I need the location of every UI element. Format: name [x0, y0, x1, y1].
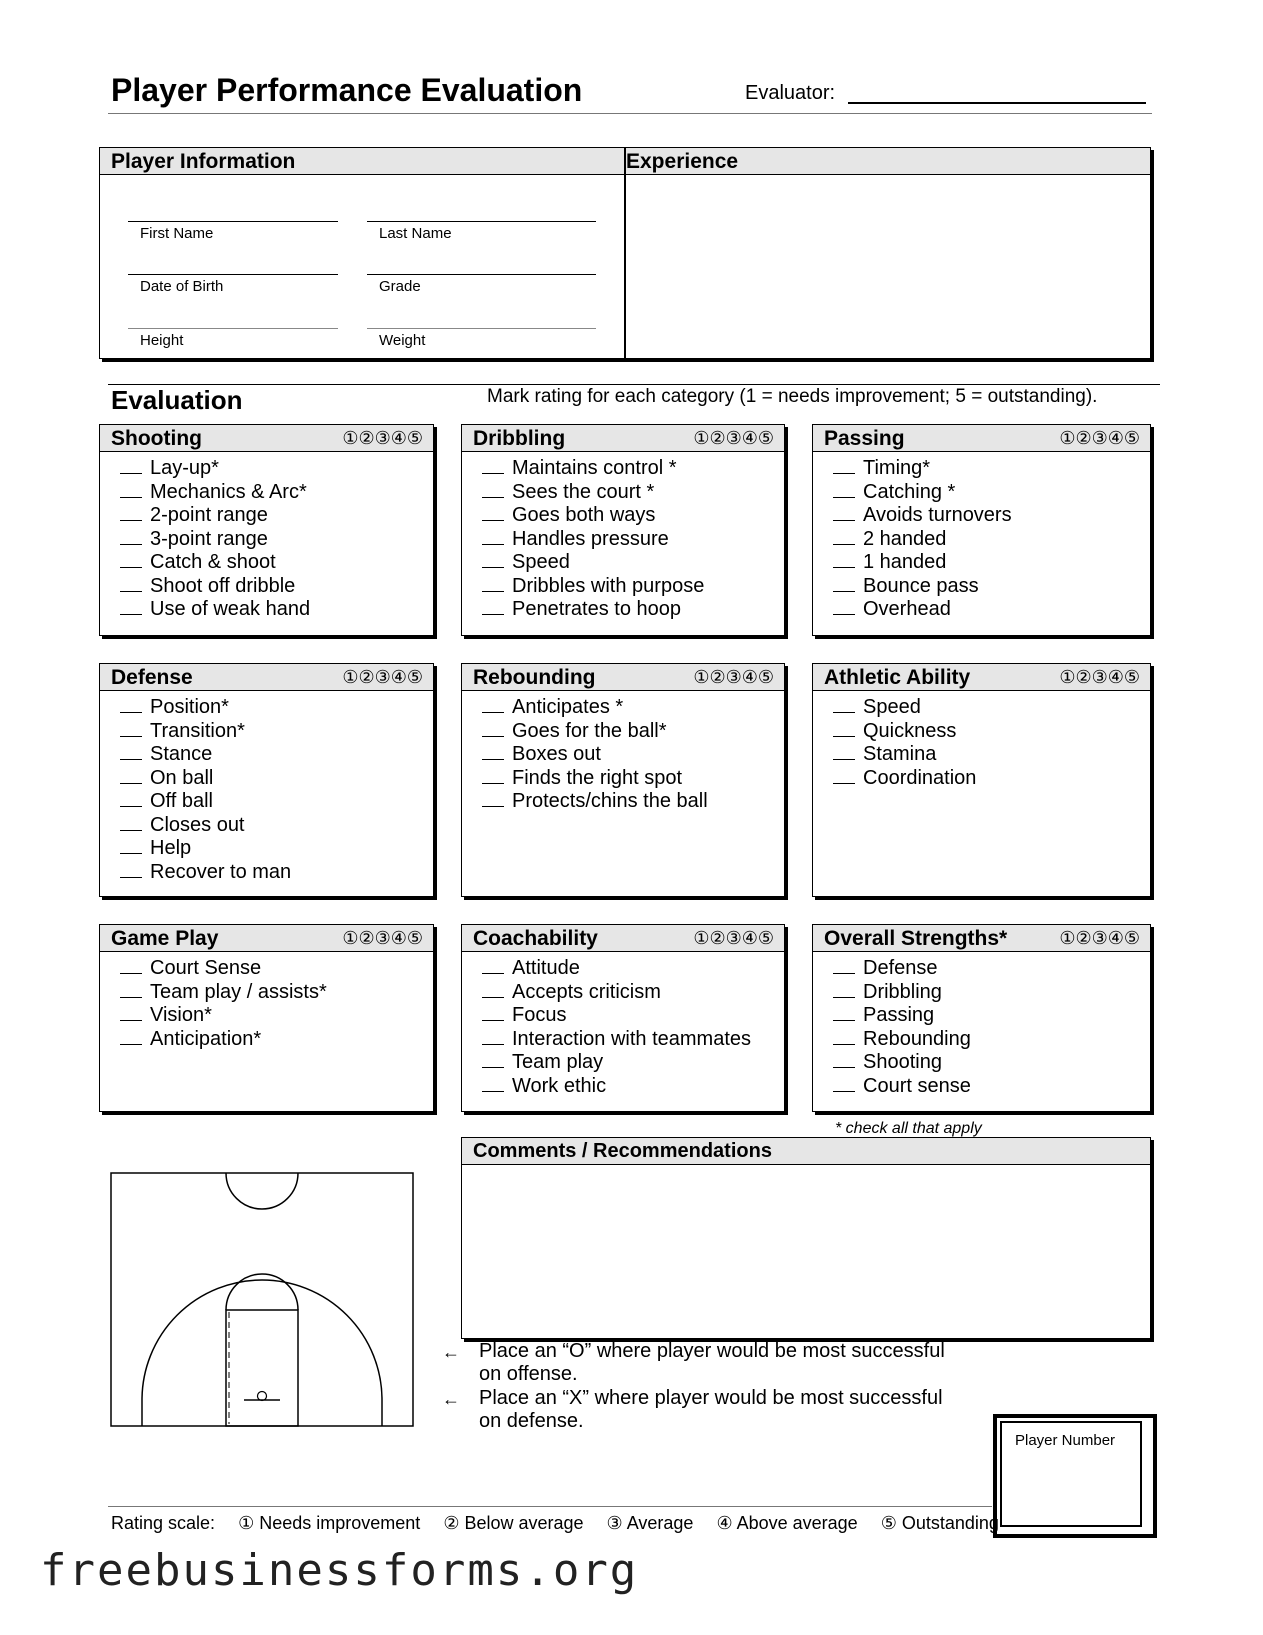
checklist-item-label: Speed: [512, 551, 570, 573]
checklist-item-label: Help: [150, 837, 192, 859]
checklist-item-label: Avoids turnovers: [863, 504, 1012, 526]
checklist-item: [833, 1028, 971, 1052]
checklist-item-label: 3-point range: [150, 527, 268, 550]
panel-divider: [624, 148, 626, 358]
checklist-item: [482, 696, 708, 720]
check-blank[interactable]: [833, 983, 855, 998]
checklist-item-label: Work ethic: [512, 1074, 607, 1097]
checklist-item-label: Dribbles with purpose: [512, 574, 705, 597]
check-blank[interactable]: [482, 483, 504, 498]
passing-items: [833, 457, 1012, 622]
shooting-title: Shooting: [111, 427, 202, 450]
check-blank[interactable]: [833, 1006, 855, 1021]
passing-header: [813, 425, 1150, 452]
check-blank[interactable]: [120, 792, 142, 807]
page-title: Player Performance Evaluation: [111, 72, 583, 108]
checklist-item: [120, 767, 291, 791]
rebounding-header: [462, 664, 784, 691]
checklist-item: [482, 1051, 751, 1075]
dribbling-box: [461, 424, 785, 636]
rating-circles[interactable]: ①②③④⑤: [1059, 667, 1140, 687]
check-blank[interactable]: [833, 722, 855, 737]
checklist-item-label: Shoot off dribble: [150, 574, 296, 597]
checklist-item-label: Sees the court *: [512, 480, 655, 503]
checklist-item-label: Dribbling: [863, 980, 942, 1003]
checklist-item-label: Stamina: [863, 743, 937, 765]
experience-title: Experience: [626, 150, 739, 173]
checklist-item: [482, 767, 708, 791]
checklist-item: [120, 861, 291, 885]
checklist-item: [833, 1051, 971, 1075]
check-blank[interactable]: [120, 983, 142, 998]
checklist-item: [833, 504, 1012, 528]
half-court-diagram[interactable]: [110, 1172, 416, 1428]
checklist-item-label: Rebounding: [863, 1027, 971, 1050]
rating-scale-item: ④ Above average: [716, 1513, 858, 1533]
athletic-header: [813, 664, 1150, 691]
rating-scale-item: ② Below average: [443, 1513, 584, 1533]
height-label: Height: [140, 332, 184, 349]
rating-scale-item: ① Needs improvement: [238, 1513, 421, 1533]
overall-strengths-box: [812, 924, 1151, 1112]
checklist-item-label: Protects/chins the ball: [512, 790, 708, 812]
check-blank[interactable]: [120, 959, 142, 974]
check-blank[interactable]: [833, 483, 855, 498]
checklist-item-label: Penetrates to hoop: [512, 598, 682, 620]
dribbling-title: Dribbling: [473, 427, 566, 450]
dribbling-items: [482, 457, 704, 622]
shooting-header: [100, 425, 433, 452]
rebounding-title: Rebounding: [473, 666, 596, 689]
arrow-left-icon: ←: [442, 1389, 460, 1409]
check-blank[interactable]: [120, 600, 142, 615]
checklist-item-label: Boxes out: [512, 743, 601, 765]
checklist-item: [120, 504, 310, 528]
checklist-item-label: Timing*: [863, 457, 931, 479]
checklist-item-label: Passing: [863, 1004, 935, 1026]
checklist-item: [833, 528, 1012, 552]
check-blank[interactable]: [482, 530, 504, 545]
checklist-item: [120, 598, 310, 622]
rating-scale-label: Rating scale:: [111, 1513, 216, 1533]
rating-circles[interactable]: ①②③④⑤: [342, 428, 423, 448]
checklist-item: [482, 504, 704, 528]
checklist-item: [120, 981, 327, 1005]
gameplay-items: [120, 957, 327, 1051]
check-blank[interactable]: [482, 1006, 504, 1021]
defense-box: [99, 663, 434, 897]
gameplay-header: [100, 925, 433, 952]
evaluator-label: Evaluator:: [745, 82, 836, 104]
athletic-title: Athletic Ability: [824, 666, 971, 689]
rating-scale-item: ③ Average: [606, 1513, 694, 1533]
checklist-item: [482, 743, 708, 767]
checklist-item: [833, 767, 976, 791]
checklist-item-label: Maintains control *: [512, 457, 677, 479]
checklist-item-label: Overhead: [863, 598, 951, 620]
checklist-item: [482, 1004, 751, 1028]
rating-scale-rule: [108, 1506, 992, 1507]
checklist-item: [833, 743, 976, 767]
check-blank[interactable]: [833, 769, 855, 784]
checklist-item-label: 2 handed: [863, 527, 947, 550]
comments-box[interactable]: [461, 1137, 1151, 1339]
check-blank[interactable]: [120, 577, 142, 592]
strengths-title: Overall Strengths*: [824, 927, 1008, 950]
checklist-item-label: Catching *: [863, 480, 956, 503]
last-name-field[interactable]: [367, 221, 596, 222]
checklist-item-label: Court Sense: [150, 957, 262, 979]
checklist-item: [120, 575, 310, 599]
coachability-header: [462, 925, 784, 952]
checklist-item: [833, 551, 1012, 575]
checklist-item: [482, 481, 704, 505]
rating-circles[interactable]: ①②③④⑤: [1059, 428, 1140, 448]
rating-scale-item: ⑤ Outstanding: [880, 1513, 999, 1533]
check-blank[interactable]: [482, 983, 504, 998]
check-blank[interactable]: [833, 530, 855, 545]
evaluation-rule: [108, 384, 1160, 385]
checklist-item-label: Finds the right spot: [512, 766, 683, 789]
checklist-item-label: Recover to man: [150, 860, 292, 883]
checklist-item-label: Speed: [863, 696, 921, 718]
checklist-item-label: Bounce pass: [863, 574, 979, 597]
checklist-item: [120, 814, 291, 838]
rebounding-box: [461, 663, 785, 897]
check-blank[interactable]: [482, 722, 504, 737]
athletic-ability-box: [812, 663, 1151, 897]
rating-scale: [111, 1513, 1017, 1534]
dob-label: Date of Birth: [140, 278, 224, 295]
player-info-panel: [99, 147, 1151, 359]
check-blank[interactable]: [120, 816, 142, 831]
checklist-item: [833, 1075, 971, 1099]
checklist-item: [482, 720, 708, 744]
checklist-item-label: Anticipation*: [150, 1027, 262, 1050]
check-blank[interactable]: [482, 698, 504, 713]
checklist-item: [120, 720, 291, 744]
coachability-box: [461, 924, 785, 1112]
checklist-item-label: Off ball: [150, 790, 213, 812]
checklist-item: [482, 457, 704, 481]
rating-circles[interactable]: ①②③④⑤: [693, 667, 774, 687]
strengths-header: [813, 925, 1150, 952]
gameplay-title: Game Play: [111, 927, 219, 950]
check-blank[interactable]: [833, 506, 855, 521]
checklist-item-label: Goes both ways: [512, 504, 656, 526]
rating-circles[interactable]: ①②③④⑤: [693, 928, 774, 948]
checklist-item-label: Focus: [512, 1004, 567, 1026]
player-number-label: Player Number: [1015, 1432, 1116, 1449]
checklist-item-label: Team play: [512, 1051, 604, 1073]
grade-field[interactable]: [367, 274, 596, 275]
check-blank[interactable]: [482, 769, 504, 784]
checklist-item: [482, 790, 708, 814]
grade-label: Grade: [379, 278, 421, 295]
check-blank[interactable]: [482, 1077, 504, 1092]
player-info-title: Player Information: [111, 150, 296, 173]
checklist-item-label: On ball: [150, 766, 214, 789]
dob-field[interactable]: [128, 274, 338, 275]
checklist-item-label: Handles pressure: [512, 527, 669, 550]
checklist-item: [833, 696, 976, 720]
check-blank[interactable]: [482, 959, 504, 974]
checklist-item-label: Accepts criticism: [512, 980, 661, 1003]
check-blank[interactable]: [120, 553, 142, 568]
check-blank[interactable]: [482, 1053, 504, 1068]
check-blank[interactable]: [120, 745, 142, 760]
checklist-item: [833, 575, 1012, 599]
check-blank[interactable]: [120, 722, 142, 737]
dribbling-header: [462, 425, 784, 452]
checklist-item: [120, 551, 310, 575]
checklist-item-label: 2-point range: [150, 504, 268, 526]
checklist-item: [120, 1028, 327, 1052]
check-blank[interactable]: [120, 483, 142, 498]
checklist-item-label: Interaction with teammates: [512, 1027, 751, 1050]
rating-circles[interactable]: ①②③④⑤: [342, 928, 423, 948]
checklist-item: [833, 457, 1012, 481]
defense-instruction: Place an “X” where player would be most successful on defense.: [479, 1387, 943, 1432]
watermark: freebusinessforms.org: [40, 1545, 639, 1596]
check-blank[interactable]: [833, 745, 855, 760]
check-blank[interactable]: [482, 459, 504, 474]
checklist-item-label: Anticipates *: [512, 696, 624, 718]
checklist-item-label: Use of weak hand: [150, 598, 311, 620]
check-blank[interactable]: [120, 530, 142, 545]
coachability-title: Coachability: [473, 927, 598, 950]
checklist-item: [120, 457, 310, 481]
checklist-item: [482, 575, 704, 599]
defense-items: [120, 696, 291, 884]
rating-circles[interactable]: ①②③④⑤: [693, 428, 774, 448]
checklist-item: [120, 790, 291, 814]
check-blank[interactable]: [833, 1053, 855, 1068]
check-blank[interactable]: [120, 698, 142, 713]
check-blank[interactable]: [120, 1006, 142, 1021]
check-blank[interactable]: [482, 553, 504, 568]
checklist-item: [482, 528, 704, 552]
evaluator-field[interactable]: [848, 102, 1146, 104]
height-field[interactable]: [128, 328, 338, 329]
checklist-item: [482, 957, 751, 981]
offense-instruction: Place an “O” where player would be most successful on offense.: [479, 1340, 945, 1385]
strengths-items: [833, 957, 971, 1098]
checklist-item: [482, 1028, 751, 1052]
checklist-item-label: Team play / assists*: [150, 980, 327, 1003]
shooting-items: [120, 457, 310, 622]
check-blank[interactable]: [120, 506, 142, 521]
weight-field[interactable]: [367, 328, 596, 329]
check-blank[interactable]: [833, 459, 855, 474]
evaluation-title: Evaluation: [111, 385, 243, 415]
checklist-item-label: Mechanics & Arc*: [150, 480, 307, 503]
coachability-items: [482, 957, 751, 1098]
checklist-item-label: Defense: [863, 957, 938, 979]
checklist-item-label: Coordination: [863, 766, 977, 789]
checklist-item-label: Closes out: [150, 813, 245, 836]
checklist-item: [120, 837, 291, 861]
checklist-item: [833, 598, 1012, 622]
athletic-items: [833, 696, 976, 790]
weight-label: Weight: [379, 332, 426, 349]
checklist-item-label: Attitude: [512, 957, 580, 979]
checklist-item: [120, 696, 291, 720]
check-blank[interactable]: [482, 577, 504, 592]
checklist-item: [120, 957, 327, 981]
checklist-item: [482, 1075, 751, 1099]
comments-header: [462, 1138, 1150, 1165]
checklist-item-label: Vision*: [150, 1004, 212, 1026]
checklist-item: [482, 981, 751, 1005]
evaluation-instruction: Mark rating for each category (1 = needs improvement; 5 = outstanding).: [487, 386, 1098, 407]
checklist-item: [833, 1004, 971, 1028]
checklist-item: [482, 598, 704, 622]
checklist-item: [120, 1004, 327, 1028]
check-blank[interactable]: [833, 959, 855, 974]
defense-header: [100, 664, 433, 691]
rating-circles[interactable]: ①②③④⑤: [342, 667, 423, 687]
check-blank[interactable]: [482, 745, 504, 760]
arrow-left-icon: ←: [442, 1342, 460, 1362]
check-blank[interactable]: [120, 459, 142, 474]
checklist-item: [833, 957, 971, 981]
check-blank[interactable]: [482, 792, 504, 807]
title-divider: [108, 113, 1152, 114]
check-blank[interactable]: [833, 698, 855, 713]
checklist-item-label: Catch & shoot: [150, 551, 276, 573]
check-blank[interactable]: [482, 1030, 504, 1045]
checklist-item-label: Position*: [150, 696, 229, 718]
checklist-item: [833, 720, 976, 744]
passing-title: Passing: [824, 427, 905, 450]
checklist-item: [833, 481, 1012, 505]
comments-title: Comments / Recommendations: [473, 1140, 772, 1162]
checklist-item: [120, 743, 291, 767]
defense-title: Defense: [111, 666, 193, 689]
check-blank[interactable]: [833, 553, 855, 568]
checklist-item-label: Transition*: [150, 719, 245, 742]
checklist-item: [482, 551, 704, 575]
checklist-item-label: Stance: [150, 743, 213, 765]
last-name-label: Last Name: [379, 225, 452, 242]
check-blank[interactable]: [482, 506, 504, 521]
checklist-item: [833, 981, 971, 1005]
check-blank[interactable]: [120, 863, 142, 878]
checklist-item-label: Lay-up*: [150, 457, 219, 479]
rebounding-items: [482, 696, 708, 814]
first-name-field[interactable]: [128, 221, 338, 222]
check-blank[interactable]: [120, 769, 142, 784]
checklist-item-label: Quickness: [863, 719, 957, 742]
check-blank[interactable]: [833, 1077, 855, 1092]
checklist-item-label: Court sense: [863, 1074, 971, 1097]
check-blank[interactable]: [120, 1030, 142, 1045]
first-name-label: First Name: [140, 225, 214, 242]
checklist-item-label: 1 handed: [863, 551, 947, 573]
check-blank[interactable]: [833, 600, 855, 615]
checklist-item: [120, 528, 310, 552]
check-blank[interactable]: [833, 577, 855, 592]
checklist-item: [120, 481, 310, 505]
rating-circles[interactable]: ①②③④⑤: [1059, 928, 1140, 948]
check-blank[interactable]: [833, 1030, 855, 1045]
check-all-note: * check all that apply: [835, 1120, 982, 1137]
check-blank[interactable]: [120, 839, 142, 854]
check-blank[interactable]: [482, 600, 504, 615]
checklist-item-label: Shooting: [863, 1051, 942, 1073]
passing-box: [812, 424, 1151, 636]
checklist-item-label: Goes for the ball*: [512, 719, 667, 742]
game-play-box: [99, 924, 434, 1112]
shooting-box: [99, 424, 434, 636]
